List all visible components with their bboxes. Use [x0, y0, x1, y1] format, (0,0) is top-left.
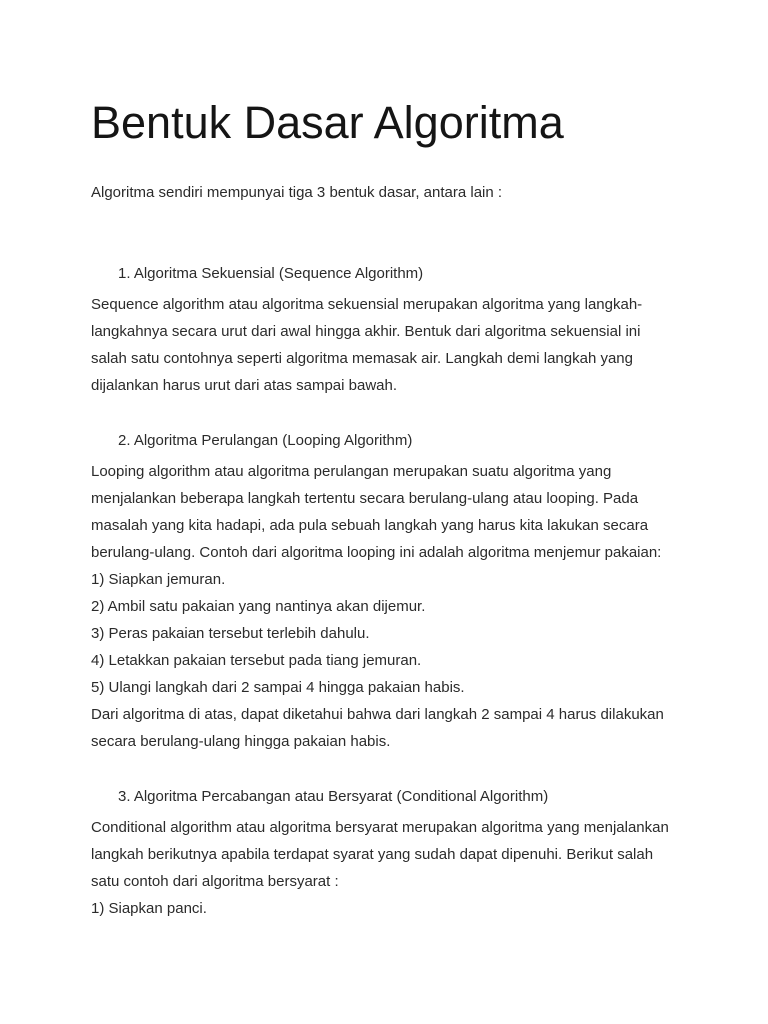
paragraph-line: Sequence algorithm atau algoritma sekuensial merupakan algoritma yang langkah- — [91, 296, 643, 313]
section-heading-percabangan: 3. Algoritma Percabangan atau Bersyarat (Conditional Algorithm) — [118, 788, 549, 805]
paragraph-line: berulang-ulang. Contoh dari algoritma looping ini adalah algoritma menjemur pakaian: — [91, 544, 662, 561]
step-item: 1) Siapkan jemuran. — [91, 571, 226, 588]
section-heading-perulangan: 2. Algoritma Perulangan (Looping Algorithm) — [118, 432, 413, 449]
step-item: 3) Peras pakaian tersebut terlebih dahulu. — [91, 625, 370, 642]
intro-paragraph: Algoritma sendiri mempunyai tiga 3 bentuk dasar, antara lain : — [91, 184, 503, 201]
paragraph-line: Dari algoritma di atas, dapat diketahui bahwa dari langkah 2 sampai 4 harus dilakukan — [91, 706, 664, 723]
paragraph-line: menjalankan beberapa langkah tertentu secara berulang-ulang atau looping. Pada — [91, 490, 639, 507]
paragraph-line: salah satu contohnya seperti algoritma memasak air. Langkah demi langkah yang — [91, 350, 633, 367]
section-paragraph — [91, 458, 731, 755]
paragraph-line: Looping algorithm atau algoritma perulangan merupakan suatu algoritma yang — [91, 463, 612, 480]
section-paragraph — [91, 291, 731, 399]
paragraph-line: satu contoh dari algoritma bersyarat : — [91, 873, 339, 890]
step-item: 2) Ambil satu pakaian yang nantinya akan dijemur. — [91, 598, 426, 615]
step-item: 5) Ulangi langkah dari 2 sampai 4 hingga pakaian habis. — [91, 679, 465, 696]
paragraph-line: langkahnya secara urut dari awal hingga akhir. Bentuk dari algoritma sekuensial ini — [91, 323, 641, 340]
section-percabangan — [91, 783, 731, 922]
paragraph-line: langkah berikutnya apabila terdapat syarat yang sudah dapat dipenuhi. Berikut salah — [91, 846, 654, 863]
document-body — [91, 179, 731, 922]
paragraph-line: dijalankan harus urut dari atas sampai bawah. — [91, 377, 398, 394]
section-sekuensial — [91, 260, 731, 399]
section-heading-sekuensial: 1. Algoritma Sekuensial (Sequence Algorithm) — [118, 265, 424, 282]
paragraph-line: Conditional algorithm atau algoritma bersyarat merupakan algoritma yang menjalankan — [91, 819, 669, 836]
document-title: Bentuk Dasar Algoritma — [91, 97, 564, 148]
step-item: 4) Letakkan pakaian tersebut pada tiang jemuran. — [91, 652, 422, 669]
step-item: 1) Siapkan panci. — [91, 900, 207, 917]
section-paragraph — [91, 814, 731, 922]
paragraph-line: masalah yang kita hadapi, ada pula sebuah langkah yang harus kita lakukan secara — [91, 517, 649, 534]
section-perulangan — [91, 427, 731, 755]
paragraph-line: secara berulang-ulang hingga pakaian habis. — [91, 733, 391, 750]
